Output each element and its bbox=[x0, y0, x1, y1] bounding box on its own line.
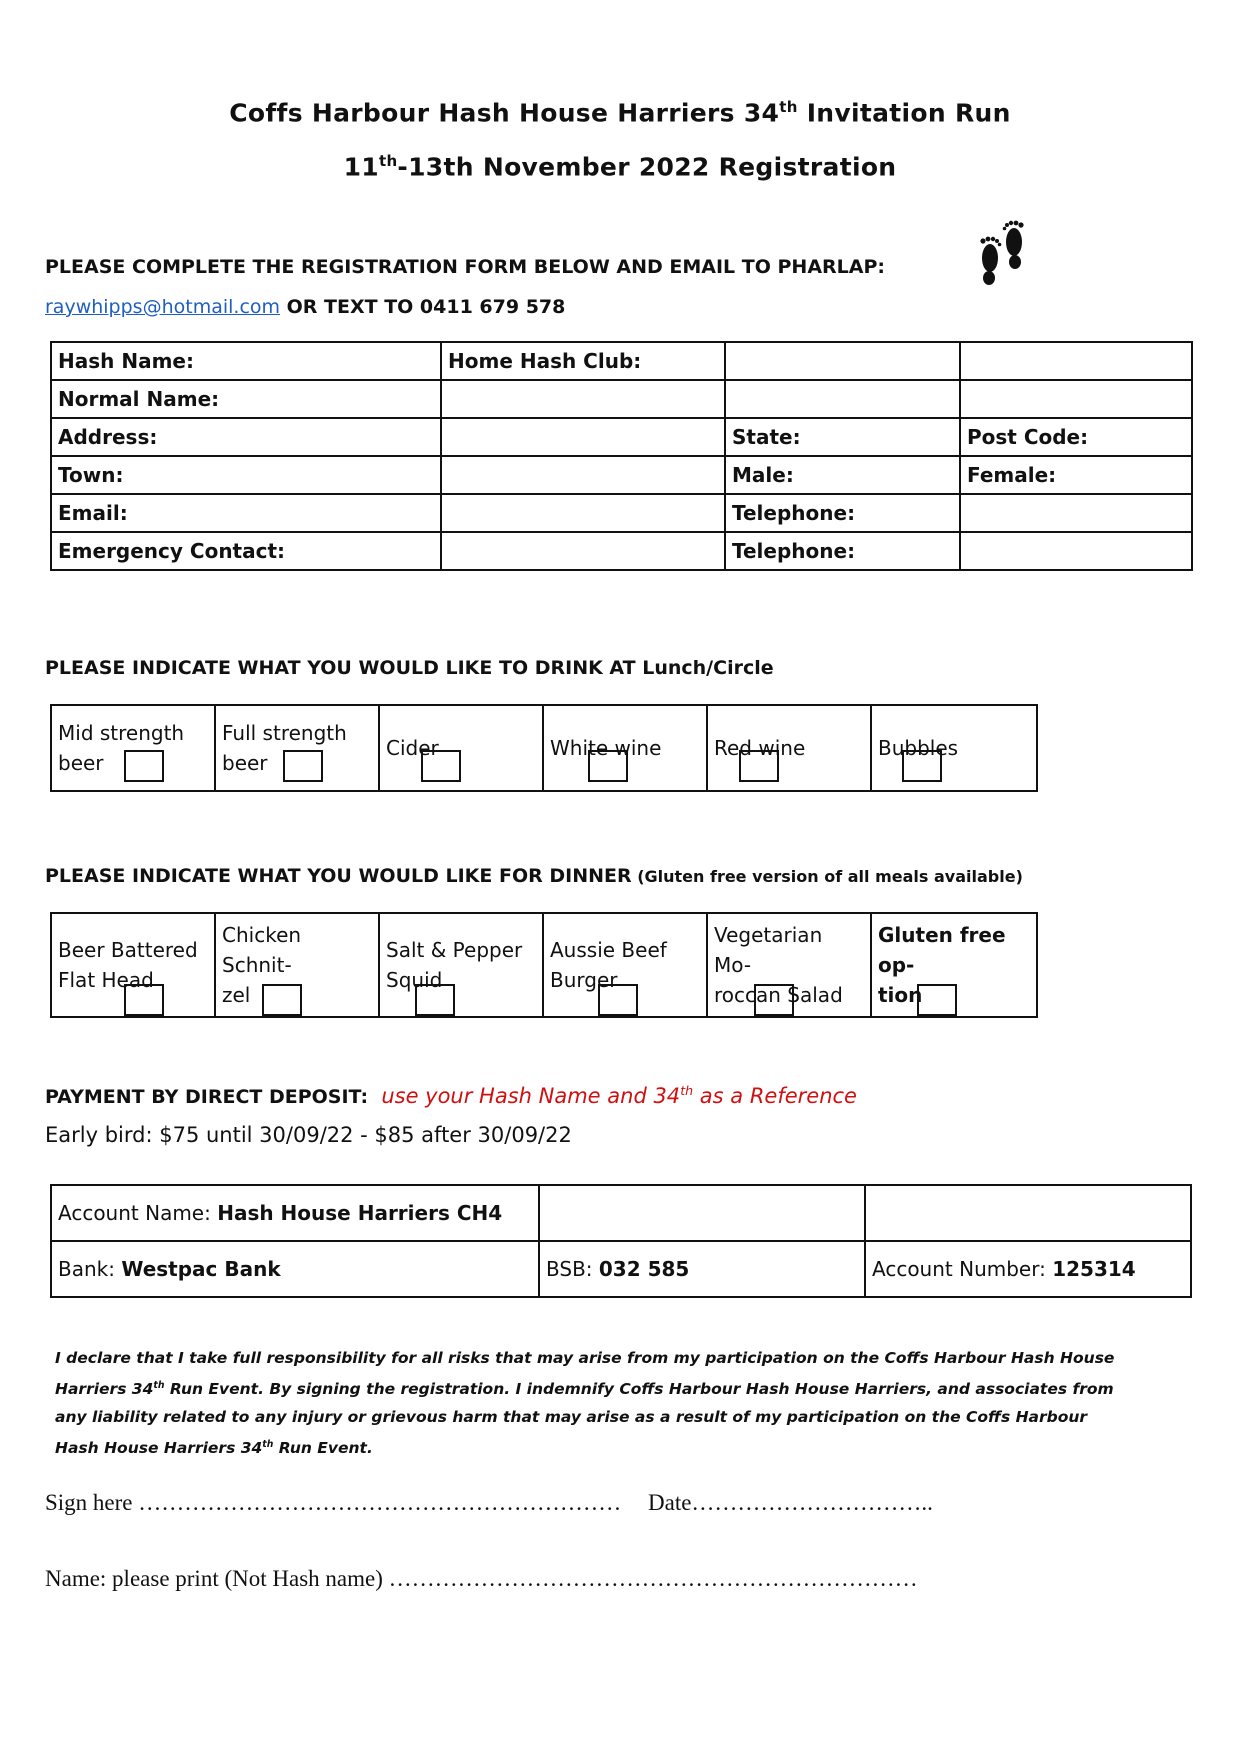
title-line1-post: Invitation Run bbox=[797, 98, 1011, 128]
drink-option-cider bbox=[379, 705, 543, 791]
bsb-value: 032 585 bbox=[598, 1257, 690, 1281]
drink-option-label: White wine bbox=[550, 736, 662, 760]
bank-cell bbox=[51, 1241, 539, 1297]
dinner-heading-note: (Gluten free version of all meals available) bbox=[631, 867, 1023, 886]
payment-reference-note bbox=[381, 1084, 857, 1108]
drink-option-label: Cider bbox=[386, 736, 439, 760]
full-strength-checkbox[interactable] bbox=[283, 750, 323, 782]
dinner-option-gluten-free bbox=[871, 913, 1037, 1017]
town-label: Town: bbox=[51, 456, 441, 494]
text-to-phone: OR TEXT TO 0411 679 578 bbox=[280, 296, 566, 318]
registration-extra-field-1[interactable] bbox=[960, 342, 1192, 380]
dinner-option-label: Vegetarian Mo- bbox=[714, 923, 823, 977]
declaration-part-1: I declare that I take full responsibility for all risks that may arise from my participation on the Coffs Harbour Hash House Harriers 34 bbox=[55, 1349, 1115, 1399]
hash-name-label: Hash Name: bbox=[51, 342, 441, 380]
sign-here-line[interactable]: Sign here ……………………………………………………… bbox=[45, 1490, 622, 1515]
dinner-option-label: Chicken Schnit- bbox=[222, 923, 302, 977]
emergency-contact-field[interactable] bbox=[441, 532, 725, 570]
telephone-field[interactable] bbox=[960, 494, 1192, 532]
drink-option-full-strength bbox=[215, 705, 379, 791]
drink-option-label: Mid strength bbox=[58, 721, 185, 745]
drink-option-label: Full strength bbox=[222, 721, 347, 745]
declaration-part-3: Run Event. bbox=[273, 1439, 373, 1458]
declaration-text bbox=[55, 1344, 1135, 1462]
dinner-option-label-2: zel bbox=[222, 983, 251, 1007]
drink-option-label-2: beer bbox=[58, 751, 104, 775]
registration-table bbox=[50, 341, 1193, 571]
account-name-value: Hash House Harriers CH4 bbox=[217, 1201, 503, 1225]
account-name-label: Account Name: bbox=[58, 1201, 218, 1225]
bank-value: Westpac Bank bbox=[121, 1257, 281, 1281]
drink-option-red-wine bbox=[707, 705, 871, 791]
title-line1: Coffs Harbour Hash House Harriers 34 bbox=[229, 98, 780, 128]
normal-name-label: Normal Name: bbox=[51, 380, 441, 418]
account-number-cell bbox=[865, 1241, 1191, 1297]
dinner-option-label-2: roccan Salad bbox=[714, 983, 843, 1007]
gluten-free-checkbox[interactable] bbox=[917, 984, 957, 1016]
drink-option-bubbles bbox=[871, 705, 1037, 791]
cider-checkbox[interactable] bbox=[421, 750, 461, 782]
dinner-option-schnitzel bbox=[215, 913, 379, 1017]
white-wine-checkbox[interactable] bbox=[588, 750, 628, 782]
title-line2: 11 bbox=[343, 152, 379, 182]
salad-checkbox[interactable] bbox=[754, 984, 794, 1016]
instructions-line2 bbox=[45, 296, 565, 318]
dinner-option-label-2: Flat Head bbox=[58, 968, 154, 992]
dinner-option-label: Aussie Beef bbox=[550, 938, 667, 962]
bank-empty-cell-2 bbox=[865, 1185, 1191, 1241]
title-line2-post: -13th November 2022 Registration bbox=[397, 152, 897, 182]
state-label: State: bbox=[725, 418, 960, 456]
dinner-option-label-2: tion bbox=[878, 983, 923, 1007]
squid-checkbox[interactable] bbox=[415, 984, 455, 1016]
female-label: Female: bbox=[960, 456, 1192, 494]
red-wine-checkbox[interactable] bbox=[739, 750, 779, 782]
drink-option-white-wine bbox=[543, 705, 707, 791]
drink-option-label-2: beer bbox=[222, 751, 268, 775]
town-field[interactable] bbox=[441, 456, 725, 494]
footprints-icon bbox=[978, 220, 1026, 286]
flat-head-checkbox[interactable] bbox=[124, 984, 164, 1016]
male-label: Male: bbox=[725, 456, 960, 494]
account-number-label: Account Number: bbox=[872, 1257, 1053, 1281]
name-print-line[interactable]: Name: please print (Not Hash name) …………………………………………………………… bbox=[45, 1566, 918, 1591]
payment-reference-pre: use your Hash Name and 34 bbox=[381, 1084, 681, 1108]
dinner-option-label-2: Burger bbox=[550, 968, 618, 992]
dinner-option-salad bbox=[707, 913, 871, 1017]
title-line1-sup: th bbox=[779, 98, 798, 116]
dinner-option-label: Gluten free op- bbox=[878, 923, 1006, 977]
emergency-contact-label: Emergency Contact: bbox=[51, 532, 441, 570]
post-code-label: Post Code: bbox=[960, 418, 1192, 456]
payment-heading-text: PAYMENT BY DIRECT DEPOSIT: bbox=[45, 1086, 369, 1108]
payment-heading bbox=[45, 1083, 857, 1108]
declaration-sup-2: th bbox=[262, 1439, 274, 1451]
email-label: Email: bbox=[51, 494, 441, 532]
instructions-line1: PLEASE COMPLETE THE REGISTRATION FORM BELOW AND EMAIL TO PHARLAP: bbox=[45, 256, 885, 278]
payment-reference-post: as a Reference bbox=[693, 1084, 857, 1108]
date-line[interactable]: Date………………………….. bbox=[648, 1490, 933, 1515]
declaration-sup-1: th bbox=[153, 1380, 165, 1391]
normal-name-field-2[interactable] bbox=[725, 380, 960, 418]
mid-strength-checkbox[interactable] bbox=[124, 750, 164, 782]
bsb-cell bbox=[539, 1241, 865, 1297]
dinner-option-flat-head bbox=[51, 913, 215, 1017]
registration-extra-field-2[interactable] bbox=[960, 380, 1192, 418]
telephone-2-field[interactable] bbox=[960, 532, 1192, 570]
address-label: Address: bbox=[51, 418, 441, 456]
bank-label: Bank: bbox=[58, 1257, 122, 1281]
bubbles-checkbox[interactable] bbox=[902, 750, 942, 782]
drink-option-label: Bubbles bbox=[878, 736, 959, 760]
home-hash-club-label: Home Hash Club: bbox=[441, 342, 725, 380]
payment-reference-sup: th bbox=[680, 1083, 694, 1098]
drink-option-mid-strength bbox=[51, 705, 215, 791]
home-hash-club-field[interactable] bbox=[725, 342, 960, 380]
account-number-value: 125314 bbox=[1052, 1257, 1136, 1281]
normal-name-field[interactable] bbox=[441, 380, 725, 418]
drink-option-label: Red wine bbox=[714, 736, 806, 760]
burger-checkbox[interactable] bbox=[598, 984, 638, 1016]
schnitzel-checkbox[interactable] bbox=[262, 984, 302, 1016]
dinner-option-burger bbox=[543, 913, 707, 1017]
dinner-option-squid bbox=[379, 913, 543, 1017]
dinner-option-label: Salt & Pepper bbox=[386, 938, 523, 962]
bank-empty-cell-1 bbox=[539, 1185, 865, 1241]
drinks-table bbox=[50, 704, 1038, 792]
early-bird-pricing: Early bird: $75 until 30/09/22 - $85 after 30/09/22 bbox=[45, 1123, 572, 1147]
account-name-cell bbox=[51, 1185, 539, 1241]
dinner-heading bbox=[45, 865, 1023, 887]
drinks-heading: PLEASE INDICATE WHAT YOU WOULD LIKE TO DRINK AT Lunch/Circle bbox=[45, 657, 774, 679]
email-field[interactable] bbox=[441, 494, 725, 532]
telephone-2-label: Telephone: bbox=[725, 532, 960, 570]
address-field[interactable] bbox=[441, 418, 725, 456]
bsb-label: BSB: bbox=[546, 1257, 599, 1281]
dinner-table bbox=[50, 912, 1038, 1018]
dinner-option-label: Beer Battered bbox=[58, 938, 198, 962]
declaration-part-2: Run Event. By signing the registration. I indemnify Coffs Harbour Hash House Harriers, and associates from any liability related to any injury or grievous harm that may arise as a result of my participation on the Coffs Harbour Hash House Harriers 34 bbox=[55, 1380, 1114, 1458]
title-line2-sup: th bbox=[378, 152, 398, 170]
dinner-option-label-2: Squid bbox=[386, 968, 443, 992]
page-subtitle bbox=[0, 152, 1240, 181]
page-title bbox=[0, 98, 1240, 127]
email-link[interactable]: raywhipps@hotmail.com bbox=[45, 296, 281, 318]
telephone-label: Telephone: bbox=[725, 494, 960, 532]
bank-details-table bbox=[50, 1184, 1192, 1298]
dinner-heading-text: PLEASE INDICATE WHAT YOU WOULD LIKE FOR DINNER bbox=[45, 865, 632, 887]
